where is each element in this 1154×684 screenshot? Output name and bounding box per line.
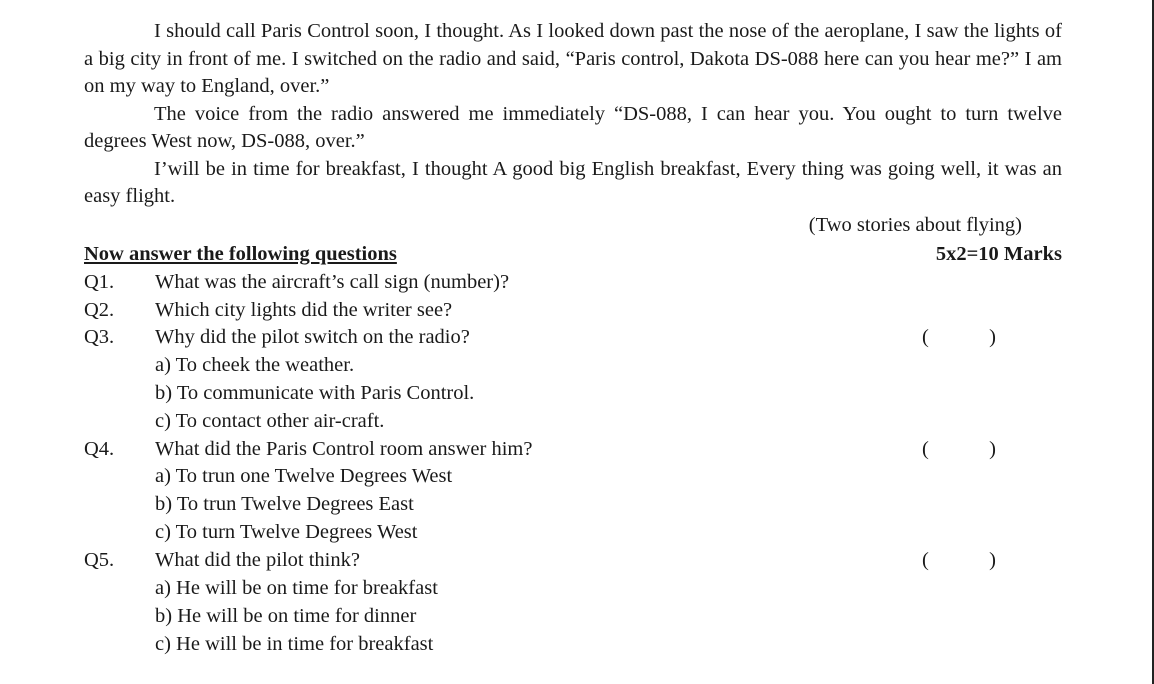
passage-paragraph-2: The voice from the radio answered me immediately “DS-088, I can hear you. You ought to turn twelve degrees West now, DS-088, over.”: [84, 102, 1062, 152]
marks-label: 5x2=10 Marks: [935, 243, 1062, 265]
option-text: a) To cheek the weather.: [155, 353, 355, 376]
blank-open-paren: (: [922, 326, 929, 348]
option-row: [84, 631, 1062, 659]
option-row: [84, 603, 1062, 631]
blank-close-paren: ): [989, 326, 996, 348]
question-number: Q4.: [84, 437, 115, 460]
questions-header: [84, 241, 1062, 269]
option-row: [84, 352, 1062, 380]
blank-open-paren: (: [922, 437, 929, 460]
question-text: Why did the pilot switch on the radio?: [155, 326, 470, 348]
option-text: a) To trun one Twelve Degrees West: [155, 465, 453, 487]
answer-blank[interactable]: [922, 324, 996, 352]
option-text: a) He will be on time for breakfast: [155, 576, 438, 599]
option-text: b) To trun Twelve Degrees East: [155, 493, 414, 515]
worksheet-page: [84, 18, 1062, 659]
blank-open-paren: (: [922, 549, 929, 571]
option-row: [84, 575, 1062, 603]
question-row: [84, 324, 1062, 352]
option-text: c) He will be in time for breakfast: [155, 632, 434, 655]
option-text: c) To contact other air-craft.: [155, 409, 385, 432]
question-text: What did the pilot think?: [155, 549, 360, 571]
option-row: [84, 408, 1062, 436]
option-text: b) To communicate with Paris Control.: [155, 381, 475, 404]
option-text: c) To turn Twelve Degrees West: [155, 521, 418, 543]
question-number: Q2.: [84, 298, 115, 321]
option-row: [84, 380, 1062, 408]
option-row: [84, 463, 1062, 491]
blank-close-paren: ): [989, 549, 996, 571]
blank-close-paren: ): [989, 437, 996, 460]
question-text: What did the Paris Control room answer him?: [155, 437, 533, 460]
option-row: [84, 519, 1062, 547]
questions-heading: Now answer the following questions: [84, 243, 397, 265]
question-row: [84, 269, 1062, 297]
answer-blank[interactable]: [922, 547, 996, 575]
question-text: Which city lights did the writer see?: [155, 298, 453, 321]
passage-paragraph-1: I should call Paris Control soon, I thought. As I looked down past the nose of the aeroplane, I saw the lights of a big city in front of me. I switched on the radio and said, “Paris control, Dakota DS-088 here can you hear me?” I am on my way to England, over.”: [84, 20, 1062, 97]
question-number: Q3.: [84, 326, 115, 348]
question-row: [84, 297, 1062, 325]
answer-blank[interactable]: [922, 436, 996, 464]
question-text: What was the aircraft’s call sign (number)?: [155, 271, 510, 293]
question-row: [84, 436, 1062, 464]
option-row: [84, 491, 1062, 519]
question-number: Q5.: [84, 549, 115, 571]
question-row: [84, 547, 1062, 575]
passage-source: (Two stories about flying): [808, 213, 1022, 236]
passage-paragraph-3: I’will be in time for breakfast, I thought A good big English breakfast, Every thing was going well, it was an easy flight.: [84, 157, 1062, 207]
question-number: Q1.: [84, 271, 115, 293]
option-text: b) He will be on time for dinner: [155, 604, 417, 627]
